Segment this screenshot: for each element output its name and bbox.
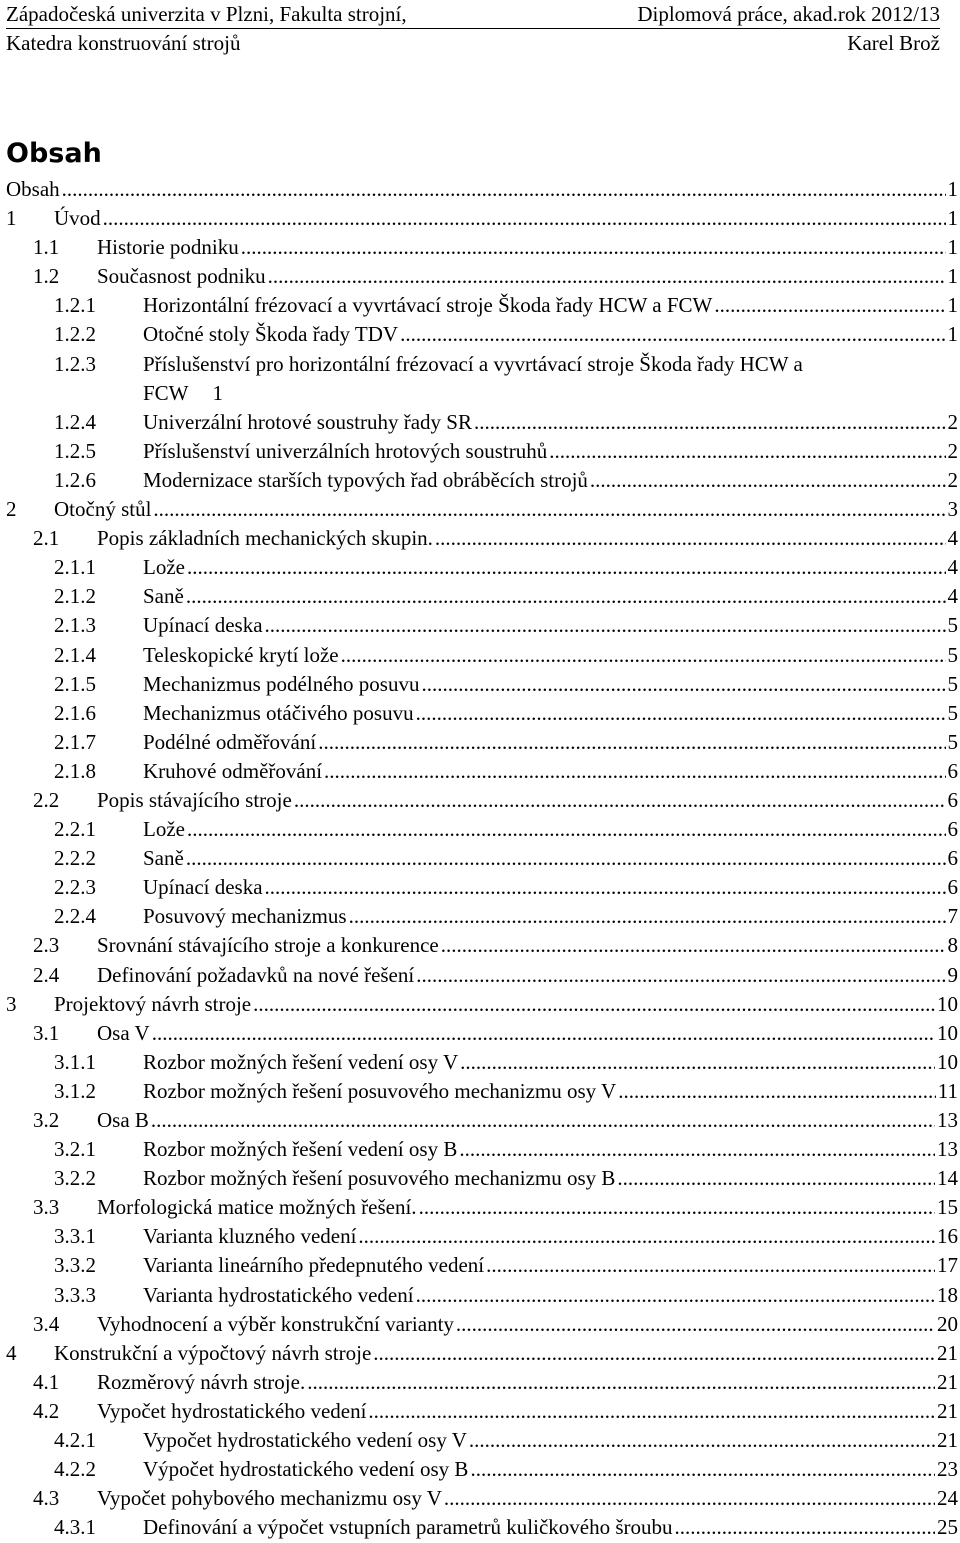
toc-entry-number: 2.2.1 bbox=[54, 817, 96, 842]
toc-entry-title: Lože bbox=[143, 815, 187, 844]
toc-entry-number: 2 bbox=[6, 497, 17, 522]
toc-heading: Obsah bbox=[6, 138, 102, 169]
toc-entry-number: 1.2.3 bbox=[54, 351, 96, 376]
toc-entry-title: Rozbor možných řešení vedení osy B bbox=[143, 1135, 459, 1164]
toc-dot-leader bbox=[368, 1397, 935, 1426]
toc-entry[interactable] bbox=[6, 873, 958, 902]
toc-entry-page: 1 bbox=[947, 293, 958, 318]
toc-entry[interactable] bbox=[6, 524, 958, 553]
toc-entry-number: 4.3.1 bbox=[54, 1515, 96, 1540]
toc-entry[interactable] bbox=[6, 844, 958, 873]
header-author: Karel Brož bbox=[847, 31, 940, 55]
toc-entry[interactable] bbox=[6, 961, 958, 990]
toc-entry-page: 1 bbox=[947, 264, 958, 289]
toc-entry-title: Mechanizmus otáčivého posuvu bbox=[143, 699, 416, 728]
toc-dot-leader bbox=[253, 990, 935, 1019]
toc-entry-number: 1.2.2 bbox=[54, 322, 96, 347]
toc-dot-leader bbox=[294, 786, 946, 815]
toc-entry-title: Rozbor možných řešení posuvového mechanizmu osy B bbox=[143, 1164, 617, 1193]
toc-entry-title: Vypočet hydrostatického vedení osy V bbox=[143, 1426, 469, 1455]
toc-entry-title: Definování a výpočet vstupních parametrů kuličkového šroubu bbox=[143, 1513, 675, 1542]
toc-entry-number: 2.1.7 bbox=[54, 729, 96, 754]
toc-entry-page: 8 bbox=[947, 933, 958, 958]
toc-entry-title: Univerzální hrotové soustruhy řady SR bbox=[143, 408, 474, 437]
toc-dot-leader bbox=[241, 233, 946, 262]
toc-entry-page: 7 bbox=[947, 904, 958, 929]
toc-entry[interactable] bbox=[6, 320, 958, 349]
toc-entry-title: Modernizace starších typových řad obráběcích strojů bbox=[143, 466, 590, 495]
toc-entry-title: Projektový návrh stroje bbox=[54, 990, 253, 1019]
toc-entry-number: 3.2 bbox=[33, 1108, 60, 1132]
toc-entry-number: 2.1 bbox=[33, 526, 60, 551]
toc-dot-leader bbox=[358, 1222, 935, 1251]
toc-entry-page: 1 bbox=[212, 380, 224, 405]
toc-dot-leader bbox=[268, 262, 946, 291]
toc-dot-leader bbox=[400, 320, 945, 349]
toc-entry-title: Současnost podniku bbox=[97, 262, 268, 291]
toc-entry-title: Lože bbox=[143, 553, 187, 582]
toc-entry-title: Vypočet hydrostatického vedení bbox=[97, 1397, 368, 1426]
toc-dot-leader bbox=[416, 699, 946, 728]
toc-entry[interactable] bbox=[6, 757, 958, 786]
toc-entry-title: Příslušenství pro horizontální frézovací a vyvrtávací stroje Škoda řady HCW a bbox=[143, 350, 805, 379]
toc-entry-title: Posuvový mechanizmus bbox=[143, 902, 349, 931]
toc-entry-number: 1.2.6 bbox=[54, 467, 96, 492]
toc-entry-number: 2.2.4 bbox=[54, 904, 96, 929]
toc-dot-leader bbox=[151, 1106, 935, 1135]
toc-entry[interactable] bbox=[6, 553, 958, 582]
toc-entry[interactable] bbox=[6, 291, 958, 320]
toc-dot-leader bbox=[307, 1368, 935, 1397]
header-row-2 bbox=[6, 29, 940, 57]
toc-entry-page: 11 bbox=[937, 1078, 958, 1103]
toc-entry-page: 5 bbox=[947, 700, 958, 725]
toc-entry-page: 1 bbox=[947, 177, 958, 201]
toc-dot-leader bbox=[187, 553, 946, 582]
toc-dot-leader bbox=[590, 466, 946, 495]
toc-dot-leader bbox=[186, 582, 946, 611]
toc-entry-page: 14 bbox=[937, 1166, 958, 1191]
toc-entry-title: Příslušenství univerzálních hrotových soustruhů bbox=[143, 437, 549, 466]
toc-entry-page: 13 bbox=[937, 1108, 958, 1132]
toc-dot-leader bbox=[349, 902, 946, 931]
toc-entry-page: 6 bbox=[947, 758, 958, 783]
toc-entry-title: Úvod bbox=[54, 204, 103, 233]
toc-entry-number: 3.1 bbox=[33, 1020, 60, 1045]
toc-entry-page: 3 bbox=[947, 497, 958, 522]
toc-entry-title: Obsah bbox=[6, 175, 62, 204]
toc-entry-title: Kruhové odměřování bbox=[143, 757, 324, 786]
toc-entry-number: 4.1 bbox=[33, 1369, 60, 1394]
toc-entry-page: 20 bbox=[937, 1311, 958, 1336]
toc-entry[interactable] bbox=[6, 437, 958, 466]
toc-entry[interactable] bbox=[6, 379, 958, 408]
toc-dot-leader bbox=[456, 1310, 935, 1339]
toc-dot-leader bbox=[486, 1251, 935, 1280]
toc-entry-page: 5 bbox=[947, 729, 958, 754]
toc-dot-leader bbox=[152, 1019, 935, 1048]
toc-entry-number: 3.4 bbox=[33, 1311, 60, 1336]
toc-entry[interactable] bbox=[6, 1339, 958, 1368]
header-university: Západočeská univerzita v Plzni, Fakulta strojní, bbox=[6, 2, 407, 26]
toc-entry[interactable] bbox=[6, 815, 958, 844]
toc-entry[interactable] bbox=[6, 1048, 958, 1077]
toc-dot-leader bbox=[549, 437, 945, 466]
toc-entry[interactable] bbox=[6, 1251, 958, 1280]
toc-entry-page: 2 bbox=[947, 409, 958, 434]
toc-entry-page: 4 bbox=[947, 526, 958, 551]
toc-entry-title: Definování požadavků na nové řešení bbox=[97, 961, 416, 990]
toc-entry-page: 16 bbox=[937, 1224, 958, 1249]
toc-entry[interactable] bbox=[6, 1426, 958, 1455]
toc-entry-page: 1 bbox=[947, 206, 958, 231]
toc-entry-title: Rozbor možných řešení vedení osy V bbox=[143, 1048, 460, 1077]
toc-entry[interactable] bbox=[6, 350, 958, 379]
toc-entry[interactable] bbox=[6, 495, 958, 524]
toc-entry-title: Rozměrový návrh stroje. bbox=[97, 1368, 307, 1397]
toc-entry-page: 1 bbox=[947, 322, 958, 347]
toc-dot-leader bbox=[617, 1164, 935, 1193]
toc-entry-page: 17 bbox=[937, 1253, 958, 1278]
toc-entry-number: 2.1.3 bbox=[54, 613, 96, 638]
toc-entry[interactable] bbox=[6, 1455, 958, 1484]
toc-entry-page: 25 bbox=[937, 1515, 958, 1540]
header-department: Katedra konstruování strojů bbox=[6, 31, 241, 55]
toc-entry[interactable] bbox=[6, 1368, 958, 1397]
toc-entry-title: Konstrukční a výpočtový návrh stroje bbox=[54, 1339, 373, 1368]
toc-entry[interactable] bbox=[6, 466, 958, 495]
toc-entry-number: 4 bbox=[6, 1340, 17, 1365]
toc-entry-title: Mechanizmus podélného posuvu bbox=[143, 670, 421, 699]
toc-entry-page: 5 bbox=[947, 613, 958, 638]
toc-entry[interactable] bbox=[6, 1513, 958, 1542]
toc-entry-title: Upínací deska bbox=[143, 873, 265, 902]
toc-dot-leader bbox=[265, 873, 946, 902]
toc-entry-page: 1 bbox=[947, 235, 958, 260]
toc-dot-leader bbox=[318, 728, 945, 757]
toc-entry-number: 3.1.1 bbox=[54, 1049, 96, 1074]
header-row-1 bbox=[6, 0, 940, 29]
toc-dot-leader bbox=[470, 1455, 935, 1484]
toc-entry[interactable] bbox=[6, 1135, 958, 1164]
toc-dot-leader bbox=[103, 204, 946, 233]
toc-dot-leader bbox=[441, 931, 946, 960]
toc-entry-page: 5 bbox=[947, 642, 958, 667]
toc-entry-title: Osa B bbox=[97, 1106, 151, 1135]
toc-entry-number: 1.1 bbox=[33, 235, 60, 260]
toc-dot-leader bbox=[469, 1426, 935, 1455]
toc-entry-page: 6 bbox=[947, 787, 958, 812]
toc-dot-leader bbox=[419, 1193, 935, 1222]
toc-entry-title: Morfologická matice možných řešení. bbox=[97, 1193, 419, 1222]
toc-entry[interactable] bbox=[6, 582, 958, 611]
toc-entry[interactable] bbox=[6, 1222, 958, 1251]
toc-entry-number: 2.1.2 bbox=[54, 584, 96, 609]
toc-entry-page: 6 bbox=[947, 817, 958, 842]
toc-entry-number: 3 bbox=[6, 991, 17, 1016]
toc-entry-number: 2.1.1 bbox=[54, 555, 96, 580]
toc-entry-title: Teleskopické krytí lože bbox=[143, 641, 341, 670]
toc-entry-page: 24 bbox=[937, 1486, 958, 1511]
toc-entry[interactable] bbox=[6, 1164, 958, 1193]
toc-entry-page: 21 bbox=[937, 1369, 958, 1394]
toc-entry[interactable] bbox=[6, 1281, 958, 1310]
toc-entry[interactable] bbox=[6, 175, 958, 204]
toc-entry-page: 5 bbox=[947, 671, 958, 696]
toc-entry-number: 3.3 bbox=[33, 1195, 60, 1220]
toc-entry-number: 2.4 bbox=[33, 962, 60, 987]
toc-dot-leader bbox=[444, 1484, 935, 1513]
toc-entry-number: 2.2.3 bbox=[54, 875, 96, 900]
toc-entry[interactable] bbox=[6, 204, 958, 233]
toc-entry-page: 23 bbox=[937, 1457, 958, 1482]
toc-dot-leader bbox=[459, 1135, 935, 1164]
page-header bbox=[6, 0, 940, 60]
toc-entry-title: Saně bbox=[143, 844, 186, 873]
toc-entry-title: Vypočet pohybového mechanizmu osy V bbox=[97, 1484, 444, 1513]
toc-entry-title: Rozbor možných řešení posuvového mechanizmu osy V bbox=[143, 1077, 618, 1106]
toc-entry[interactable] bbox=[6, 1484, 958, 1513]
toc-entry-number: 4.2 bbox=[33, 1398, 60, 1423]
toc-dot-leader bbox=[153, 495, 945, 524]
toc-dot-leader bbox=[421, 670, 945, 699]
toc-dot-leader bbox=[714, 291, 945, 320]
toc-entry-page: 4 bbox=[947, 584, 958, 609]
toc-entry-title: Podélné odměřování bbox=[143, 728, 318, 757]
toc-entry[interactable] bbox=[6, 1019, 958, 1048]
toc-entry[interactable] bbox=[6, 931, 958, 960]
toc-entry-number: 2.2.2 bbox=[54, 846, 96, 871]
toc-entry-title: Srovnání stávajícího stroje a konkurence bbox=[97, 931, 441, 960]
toc-entry-title: Upínací deska bbox=[143, 611, 265, 640]
toc-entry-page: 2 bbox=[947, 467, 958, 492]
toc-entry[interactable] bbox=[6, 233, 958, 262]
toc-entry[interactable] bbox=[6, 641, 958, 670]
toc-entry[interactable] bbox=[6, 611, 958, 640]
toc-entry-title: Otočné stoly Škoda řady TDV bbox=[143, 320, 400, 349]
toc-dot-leader bbox=[416, 1281, 935, 1310]
toc-entry-title: Historie podniku bbox=[97, 233, 241, 262]
toc-entry[interactable] bbox=[6, 408, 958, 437]
toc-entry-number: 2.3 bbox=[33, 933, 60, 958]
toc-entry-page: 15 bbox=[937, 1195, 958, 1220]
toc-entry[interactable] bbox=[6, 1310, 958, 1339]
toc-entry-page: 6 bbox=[947, 846, 958, 871]
toc-entry[interactable] bbox=[6, 699, 958, 728]
toc-entry-page: 13 bbox=[937, 1137, 958, 1162]
toc-entry-number: 2.2 bbox=[33, 787, 60, 812]
toc-entry-title: Osa V bbox=[97, 1019, 152, 1048]
toc-entry[interactable] bbox=[6, 1397, 958, 1426]
table-of-contents bbox=[6, 175, 958, 1542]
toc-dot-leader bbox=[62, 175, 946, 204]
toc-entry-title: Horizontální frézovací a vyvrtávací stroje Škoda řady HCW a FCW bbox=[143, 291, 714, 320]
toc-entry-number: 4.2.1 bbox=[54, 1428, 96, 1453]
toc-entry-page: 10 bbox=[937, 1020, 958, 1045]
toc-entry-page: 21 bbox=[937, 1398, 958, 1423]
toc-entry[interactable] bbox=[6, 1106, 958, 1135]
header-thesis-info: Diplomová práce, akad.rok 2012/13 bbox=[637, 2, 940, 26]
toc-entry[interactable] bbox=[6, 728, 958, 757]
toc-entry-page: 2 bbox=[947, 438, 958, 463]
toc-entry-title: Otočný stůl bbox=[54, 495, 153, 524]
toc-entry[interactable] bbox=[6, 262, 958, 291]
toc-entry-number: 2.1.4 bbox=[54, 642, 96, 667]
toc-entry-title: Varianta hydrostatického vedení bbox=[143, 1281, 416, 1310]
toc-entry-number: 2.1.5 bbox=[54, 671, 96, 696]
toc-entry-number: 1.2.1 bbox=[54, 293, 96, 318]
toc-entry-page: 21 bbox=[937, 1340, 958, 1365]
toc-entry-number: 2.1.8 bbox=[54, 758, 96, 783]
toc-entry-page: 21 bbox=[937, 1428, 958, 1453]
toc-entry-number: 4.3 bbox=[33, 1486, 60, 1511]
toc-entry-page: 10 bbox=[937, 1049, 958, 1074]
toc-entry-number: 2.1.6 bbox=[54, 700, 96, 725]
toc-entry[interactable] bbox=[6, 786, 958, 815]
toc-entry-number: 3.3.2 bbox=[54, 1253, 96, 1278]
toc-entry-number: 4.2.2 bbox=[54, 1457, 96, 1482]
toc-entry-title: FCW bbox=[143, 379, 191, 408]
toc-dot-leader bbox=[265, 611, 946, 640]
toc-dot-leader bbox=[435, 524, 946, 553]
toc-entry-title: Vyhodnocení a výběr konstrukční varianty bbox=[97, 1310, 456, 1339]
toc-entry-number: 1 bbox=[6, 206, 17, 231]
toc-entry-number: 3.3.3 bbox=[54, 1282, 96, 1307]
toc-entry-number: 3.2.2 bbox=[54, 1166, 96, 1191]
toc-entry[interactable] bbox=[6, 1077, 958, 1106]
toc-entry-number: 3.1.2 bbox=[54, 1078, 96, 1103]
toc-entry-title: Popis stávajícího stroje bbox=[97, 786, 294, 815]
toc-entry-number: 1.2 bbox=[33, 264, 60, 289]
toc-entry[interactable] bbox=[6, 990, 958, 1019]
toc-entry-title: Výpočet hydrostatického vedení osy B bbox=[143, 1455, 470, 1484]
toc-dot-leader bbox=[324, 757, 945, 786]
toc-dot-leader bbox=[618, 1077, 936, 1106]
toc-entry-page: 18 bbox=[937, 1282, 958, 1307]
toc-entry-title: Saně bbox=[143, 582, 186, 611]
toc-entry-number: 1.2.4 bbox=[54, 409, 96, 434]
toc-dot-leader bbox=[675, 1513, 935, 1542]
toc-entry[interactable] bbox=[6, 1193, 958, 1222]
toc-entry-number: 1.2.5 bbox=[54, 438, 96, 463]
toc-dot-leader bbox=[416, 961, 945, 990]
toc-entry-page: 9 bbox=[947, 962, 958, 987]
toc-entry-title: Varianta lineárního předepnutého vedení bbox=[143, 1251, 486, 1280]
toc-dot-leader bbox=[460, 1048, 935, 1077]
toc-entry-page: 10 bbox=[937, 991, 958, 1016]
toc-dot-leader bbox=[186, 844, 946, 873]
toc-dot-leader bbox=[474, 408, 946, 437]
toc-entry-number: 3.2.1 bbox=[54, 1137, 96, 1162]
toc-entry-page: 6 bbox=[947, 875, 958, 900]
toc-entry-page: 4 bbox=[947, 555, 958, 580]
toc-entry[interactable] bbox=[6, 670, 958, 699]
toc-dot-leader bbox=[373, 1339, 935, 1368]
toc-entry-title: Popis základních mechanických skupin. bbox=[97, 524, 435, 553]
toc-entry-number: 3.3.1 bbox=[54, 1224, 96, 1249]
toc-entry-title: Varianta kluzného vedení bbox=[143, 1222, 358, 1251]
toc-entry[interactable] bbox=[6, 902, 958, 931]
toc-dot-leader bbox=[187, 815, 946, 844]
toc-dot-leader bbox=[341, 641, 946, 670]
